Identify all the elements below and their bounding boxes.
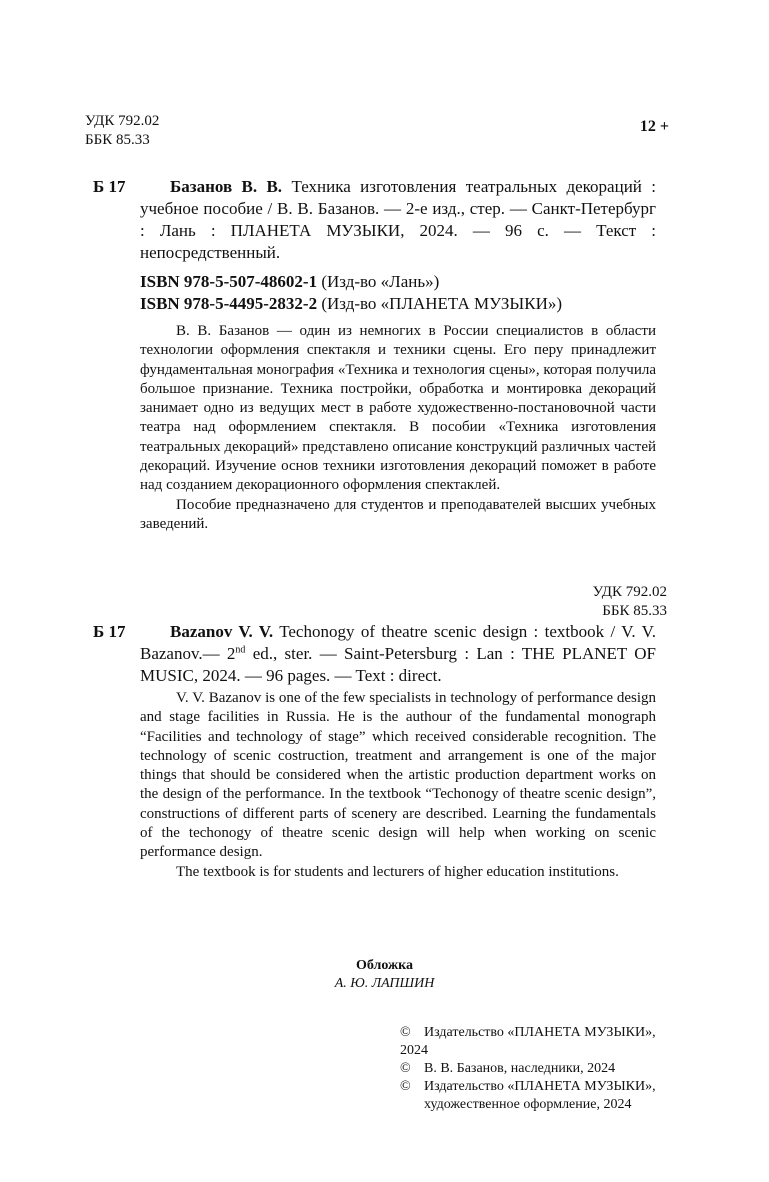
copyright-block [400, 1024, 670, 1114]
udk-code: УДК 792.02 [592, 584, 667, 600]
udk-code: УДК 792.02 [85, 113, 160, 129]
age-rating: 12 + [639, 118, 669, 135]
abstract-paragraph: Пособие предназначено для студентов и преподавателей высших учебных заведений. [140, 496, 656, 532]
abstract-en [140, 689, 656, 882]
copyright-line-continuation: 2024 [400, 1043, 428, 1058]
isbn-number: ISBN 978-5-507-48602-1 [140, 272, 318, 291]
copyright-line: © В. В. Базанов, наследники, 2024 [400, 1061, 616, 1076]
author-name-ru: Базанов В. В. [170, 177, 283, 196]
isbn-line [140, 271, 660, 293]
abstract-paragraph: V. V. Bazanov is one of the few specialists in technology of performance design and stage facilities in Russia. He is the authour of the fundamental monograph “Facilities and technology of stage” which received considerable recognition. The technology of scenic costruction, treatment and arrangement is one of the major things that should be considered when the artistic production department works on the design of the performance. In the textbook “Techonogy of theatre scenic design”, constructions of different parts of scenery are described. Learning the fundamentals of the techonogy of theatre scenic design will help when working on scenic performance design. [140, 690, 656, 861]
bbk-code: ББК 85.33 [602, 603, 667, 619]
copyright-line: © Издательство «ПЛАНЕТА МУЗЫКИ», [400, 1079, 656, 1094]
entry-description-ru: Техника изготовления театральных декораций : учебное пособие / В. В. Базанов. — 2-е изд., стер. — Санкт-Петербург : Лань : ПЛАНЕТА МУЗЫКИ, 2024. — 96 с. — Текст : непосредственный. [140, 177, 656, 262]
copyright-line-continuation: художественное оформление, 2024 [424, 1097, 632, 1112]
cover-artist: А. Ю. ЛАПШИН [334, 976, 435, 991]
isbn-number: ISBN 978-5-4495-2832-2 [140, 294, 318, 313]
author-sign-ru: Б 17 [93, 177, 126, 196]
copyright-symbol: © [400, 1025, 411, 1040]
bibliographic-entry-en [140, 621, 656, 687]
isbn-line [140, 293, 660, 315]
abstract-paragraph: The textbook is for students and lecturers of higher education institutions. [176, 863, 619, 880]
udk-bbk-top [85, 112, 159, 150]
bibliographic-entry-ru [140, 176, 656, 264]
abstract-ru [140, 322, 656, 534]
cover-label: Обложка [355, 958, 414, 973]
abstract-paragraph: В. В. Базанов — один из немногих в России специалистов в области технологии оформления спектакля и техники сцены. Его перу принадлежит фундаментальная монография «Техника и технология сцены», которая получила большое признание. Техника постройки, обработка и монтировка декораций занимает одно из ведущих мест в работе художественно-постановочной части театра над оформлением спектакля. В пособии «Техника изготовления театральных декораций» представлено описание конструкций различных частей декораций. Изучение основ техники изготовления декораций поможет в работе над созданием декорационного оформления спектаклей. [140, 323, 656, 494]
isbn-publisher: (Изд-во «ПЛАНЕТА МУЗЫКИ») [321, 294, 563, 313]
entry-description-en: Techonogy of theatre scenic design : textbook / V. V. Bazanov.— 2nd ed., ster. — Saint-Petersburg : Lan : THE PLANET OF MUSIC, 2024. — 96 pages. — Text : direct. [140, 622, 656, 685]
copyright-symbol: © [400, 1079, 411, 1094]
isbn-publisher: (Изд-во «Лань») [321, 272, 440, 291]
author-sign-en: Б 17 [93, 622, 126, 641]
bbk-code: ББК 85.33 [85, 132, 150, 148]
isbn-block [140, 271, 660, 315]
author-name-en: Bazanov V. V. [170, 622, 274, 641]
cover-credit [0, 957, 769, 993]
copyright-line: © Издательство «ПЛАНЕТА МУЗЫКИ», [400, 1025, 656, 1040]
copyright-symbol: © [400, 1061, 411, 1076]
udk-bbk-ru [593, 583, 667, 621]
